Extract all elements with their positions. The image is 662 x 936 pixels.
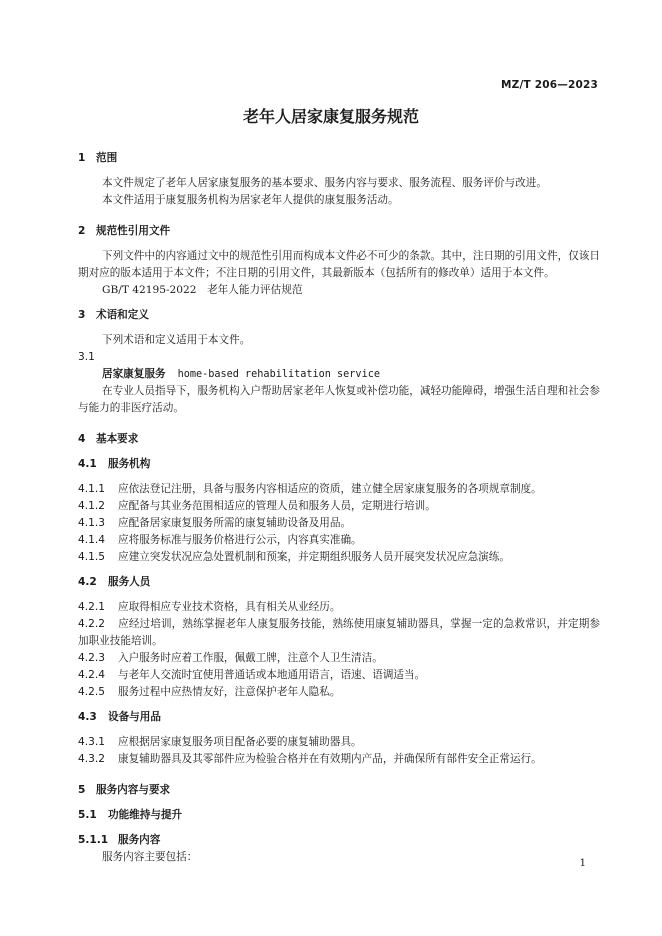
clause-4-2-4: 4.2.4 与老年人交流时宜使用普通话或本地通用语言，语速、语调适当。 bbox=[78, 669, 426, 681]
term-english: home-based rehabilitation service bbox=[177, 369, 380, 380]
clause-4-3-1: 4.3.1 应根据居家康复服务项目配备必要的康复辅助器具。 bbox=[78, 736, 362, 748]
page-number: 1 bbox=[579, 858, 586, 869]
section-2-para: 下列文件中的内容通过文中的规范性引用而构成本文件必不可少的条款。其中，注日期的引用文件，仅该日期对应的版本适用于本文件；不注日期的引用文件，其最新版本（包括所有的修改单）适用于本文件。 bbox=[78, 250, 600, 279]
section-4-2-heading: 4.2 服务人员 bbox=[78, 576, 151, 588]
section-4-1-heading: 4.1 服务机构 bbox=[78, 458, 151, 470]
section-5-1-1-para: 服务内容主要包括： bbox=[102, 851, 198, 863]
clause-4-2-3: 4.2.3 入户服务时应着工作服，佩戴工牌，注意个人卫生清洁。 bbox=[78, 652, 383, 664]
section-5-heading: 5 服务内容与要求 bbox=[78, 784, 171, 796]
normative-reference: GB/T 42195-2022 老年人能力评估规范 bbox=[102, 284, 303, 296]
clause-4-2-1: 4.2.1 应取得相应专业技术资格，具有相关从业经历。 bbox=[78, 601, 341, 613]
section-1-para-1: 本文件规定了老年人居家康复服务的基本要求、服务内容与要求、服务流程、服务评价与改进。 bbox=[102, 177, 547, 189]
clause-4-1-4: 4.1.4 应将服务标准与服务价格进行公示，内容真实准确。 bbox=[78, 534, 362, 546]
clause-4-1-2: 4.1.2 应配备与其业务范围相适应的管理人员和服务人员，定期进行培训。 bbox=[78, 500, 436, 512]
section-3-heading: 3 术语和定义 bbox=[78, 309, 149, 321]
term-number: 3.1 bbox=[78, 351, 95, 363]
term-definition: 在专业人员指导下，服务机构入户帮助居家老年人恢复或补偿功能，减轻功能障碍，增强生活自理和社会参与能力的非医疗活动。 bbox=[78, 385, 600, 414]
clause-4-2-2: 4.2.2 应经过培训，熟练掌握老年人康复服务技能，熟练使用康复辅助器具，掌握一定的急救常识，并定期参加职业技能培训。 bbox=[78, 618, 600, 647]
document-title: 老年人居家康复服务规范 bbox=[242, 107, 419, 126]
clause-4-1-1: 4.1.1 应依法登记注册，具备与服务内容相适应的资质，建立健全居家康复服务的各项规章制度。 bbox=[78, 483, 542, 495]
section-3-para: 下列术语和定义适用于本文件。 bbox=[102, 334, 251, 346]
document-body bbox=[78, 150, 600, 866]
section-5-1-heading: 5.1 功能维持与提升 bbox=[78, 809, 183, 821]
clause-4-1-5: 4.1.5 应建立突发状况应急处置机制和预案，并定期组织服务人员开展突发状况应急演练。 bbox=[78, 551, 510, 563]
standard-number: MZ/T 206—2023 bbox=[501, 79, 598, 91]
clause-4-2-5: 4.2.5 服务过程中应热情友好，注意保护老年人隐私。 bbox=[78, 686, 341, 698]
section-2-heading: 2 规范性引用文件 bbox=[78, 225, 171, 237]
section-4-heading: 4 基本要求 bbox=[78, 433, 139, 445]
term-chinese: 居家康复服务 bbox=[102, 368, 166, 380]
section-1-para-2: 本文件适用于康复服务机构为居家老年人提供的康复服务活动。 bbox=[102, 194, 399, 206]
section-5-1-1-heading: 5.1.1 服务内容 bbox=[78, 834, 161, 846]
section-1-heading: 1 范围 bbox=[78, 152, 118, 164]
clause-4-1-3: 4.1.3 应配备居家康复服务所需的康复辅助设备及用品。 bbox=[78, 517, 352, 529]
section-4-3-heading: 4.3 设备与用品 bbox=[78, 711, 161, 723]
term-entry bbox=[78, 366, 600, 383]
clause-4-3-2: 4.3.2 康复辅助器具及其零部件应为检验合格并在有效期内产品，并确保所有部件安全正常运行。 bbox=[78, 753, 542, 765]
